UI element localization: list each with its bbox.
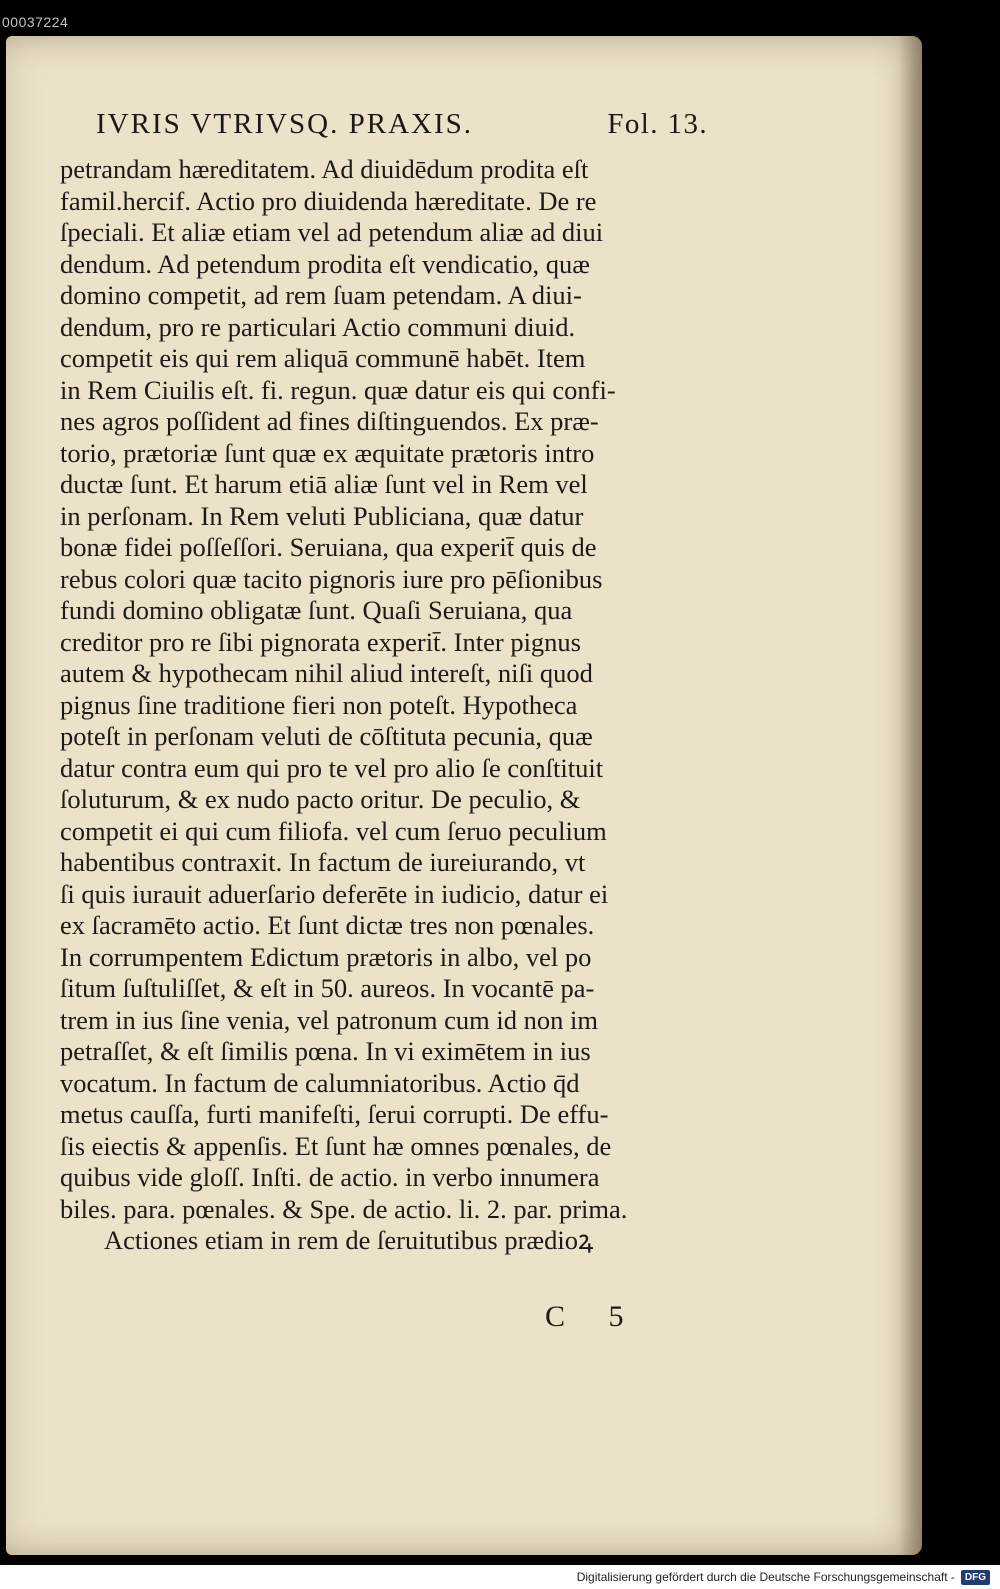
- footer-bar: [0, 1565, 1000, 1589]
- text-line: quibus vide gloſſ. Inſti. de actio. in verbo innumera: [60, 1162, 600, 1192]
- text-line: competit eis qui rem aliquā communē habēt. Item: [60, 343, 586, 373]
- text-line: petraſſet, & eſt ſimilis pœna. In vi eximētem in ius: [60, 1036, 591, 1066]
- text-line: ex ſacramēto actio. Et ſunt dictæ tres non pœnales.: [60, 910, 595, 940]
- text-line: in perſonam. In Rem veluti Publiciana, quæ datur: [60, 500, 584, 531]
- text-line: poteſt in perſonam veluti de cōſtituta pecunia, quæ: [60, 721, 593, 751]
- text-line: dendum. Ad petendum prodita eſt vendicatio, quæ: [60, 248, 590, 279]
- text-line: nes agros poſſident ad fines diſtinguendos. Ex præ-: [60, 406, 599, 436]
- signature-mark: C 5: [545, 1300, 642, 1333]
- folio-number: Fol. 13.: [607, 108, 708, 140]
- image-id-label: 00037224: [2, 14, 69, 30]
- text-line: in Rem Ciuilis eſt. fi. regun. quæ datur eis qui confi-: [60, 374, 616, 405]
- text-line: habentibus contraxit. In factum de iureiurando, vt: [60, 847, 586, 877]
- running-head-title: IVRIS VTRIVSQ. PRAXIS.: [96, 108, 474, 140]
- text-line: ductæ ſunt. Et harum etiā aliæ ſunt vel in Rem vel: [60, 469, 588, 499]
- funding-note: Digitalisierung gefördert durch die Deutsche Forschungsgemeinschaft -: [576, 1570, 955, 1584]
- text-line: Actiones etiam in rem de ſeruitutibus prædioꝝ: [104, 1225, 594, 1255]
- body-text: [60, 154, 720, 1257]
- text-line: vocatum. In factum de calumniatoribus. Actio q̄d: [60, 1067, 580, 1098]
- text-line: biles. para. pœnales. & Spe. de actio. li. 2. par. prima.: [60, 1193, 628, 1224]
- text-line: torio, prætoriæ ſunt quæ ex æquitate prætoris intro: [60, 437, 595, 468]
- text-line: autem & hypothecam nihil aliud intereſt, niſi quod: [60, 658, 593, 688]
- text-line: ſis eiectis & appenſis. Et ſunt hæ omnes pœnales, de: [60, 1130, 612, 1161]
- running-head: [96, 108, 708, 141]
- text-line: ſitum ſuſtuliſſet, & eſt in 50. aureos. In vocantē pa-: [60, 973, 595, 1003]
- text-line: datur contra eum qui pro te vel pro alio ſe conſtituit: [60, 752, 604, 783]
- text-line: domino competit, ad rem ſuam petendam. A diui-: [60, 280, 582, 310]
- text-line: petrandam hæreditatem. Ad diuidēdum prodita eſt: [60, 154, 589, 184]
- dfg-logo: DFG: [961, 1570, 990, 1585]
- text-line: trem in ius ſine venia, vel patronum cum id non im: [60, 1004, 598, 1035]
- text-line: ſpeciali. Et aliæ etiam vel ad petendum aliæ ad diui: [60, 217, 604, 247]
- text-line: pignus ſine traditione fieri non poteſt. Hypotheca: [60, 689, 578, 720]
- text-line: dendum, pro re particulari Actio communi diuid.: [60, 311, 576, 342]
- text-line: bonæ fidei poſſeſſori. Seruiana, qua experit̄ quis de: [60, 532, 597, 562]
- text-line: famil.hercif. Actio pro diuidenda hæreditate. De re: [60, 185, 597, 216]
- text-line: In corrumpentem Edictum prætoris in albo, vel po: [60, 941, 592, 972]
- text-line: fundi domino obligatæ ſunt. Quaſi Seruiana, qua: [60, 595, 573, 625]
- text-line: metus cauſſa, furti manifeſti, ſerui corrupti. De effu-: [60, 1099, 609, 1129]
- text-line: competit ei qui cum filiofa. vel cum ſeruo peculium: [60, 815, 607, 846]
- text-line: ſoluturum, & ex nudo pacto oritur. De peculio, &: [60, 784, 581, 814]
- text-line: rebus colori quæ tacito pignoris iure pro pēſionibus: [60, 563, 603, 594]
- text-line: creditor pro re ſibi pignorata experit̄. Inter pignus: [60, 626, 581, 657]
- text-line: ſi quis iurauit aduerſario deferēte in iudicio, datur ei: [60, 878, 609, 909]
